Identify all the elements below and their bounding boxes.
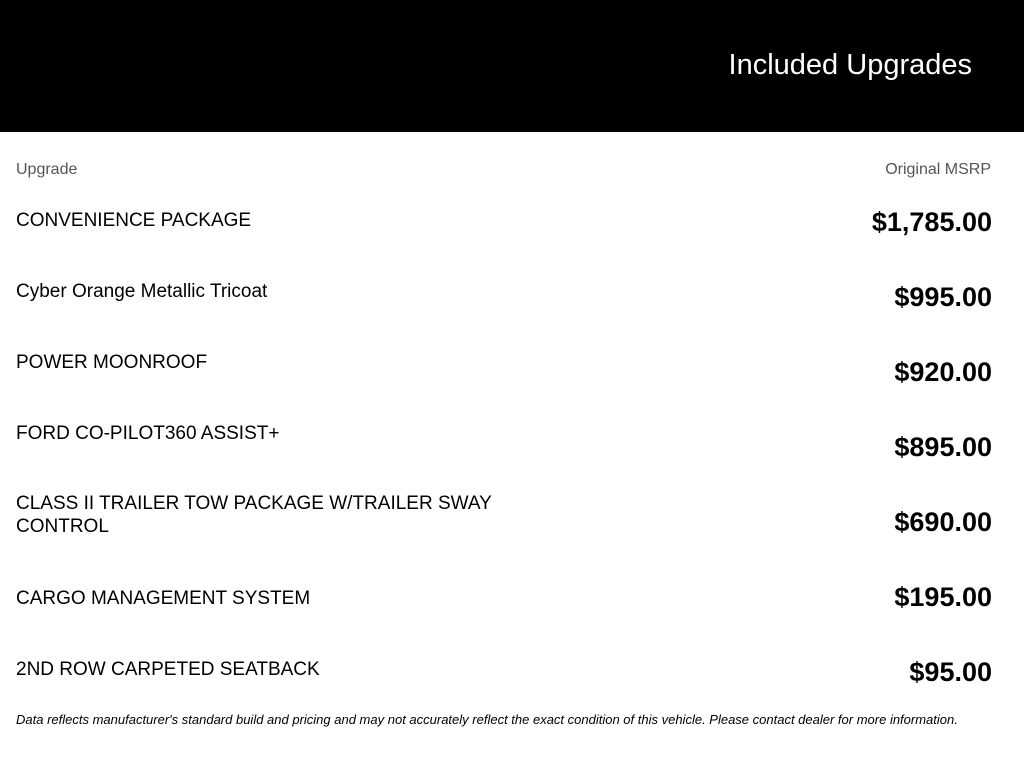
column-header-msrp: Original MSRP	[885, 161, 991, 178]
upgrade-price: $690.00	[894, 507, 992, 537]
upgrade-price: $1,785.00	[871, 207, 992, 237]
upgrade-name: CONVENIENCE PACKAGE	[16, 210, 252, 231]
upgrade-name: CLASS II TRAILER TOW PACKAGE W/TRAILER SWAY CONTROL	[16, 493, 492, 537]
upgrade-name: POWER MOONROOF	[16, 352, 208, 373]
header-banner	[0, 0, 1024, 132]
page-title: Included Upgrades	[728, 49, 972, 81]
upgrade-name: 2ND ROW CARPETED SEATBACK	[16, 659, 320, 680]
upgrade-name: Cyber Orange Metallic Tricoat	[16, 281, 268, 302]
upgrade-price: $895.00	[894, 432, 992, 462]
column-header-upgrade: Upgrade	[16, 161, 78, 178]
upgrade-price: $95.00	[909, 657, 992, 687]
upgrade-name: CARGO MANAGEMENT SYSTEM	[16, 588, 311, 609]
upgrade-price: $920.00	[894, 357, 992, 387]
upgrade-price: $195.00	[894, 582, 992, 612]
upgrade-name: FORD CO-PILOT360 ASSIST+	[16, 423, 280, 444]
disclaimer-text: Data reflects manufacturer's standard build and pricing and may not accurately reflect the exact condition of this vehicle. Please contact dealer for more information.	[16, 712, 958, 727]
upgrade-price: $995.00	[894, 282, 992, 312]
